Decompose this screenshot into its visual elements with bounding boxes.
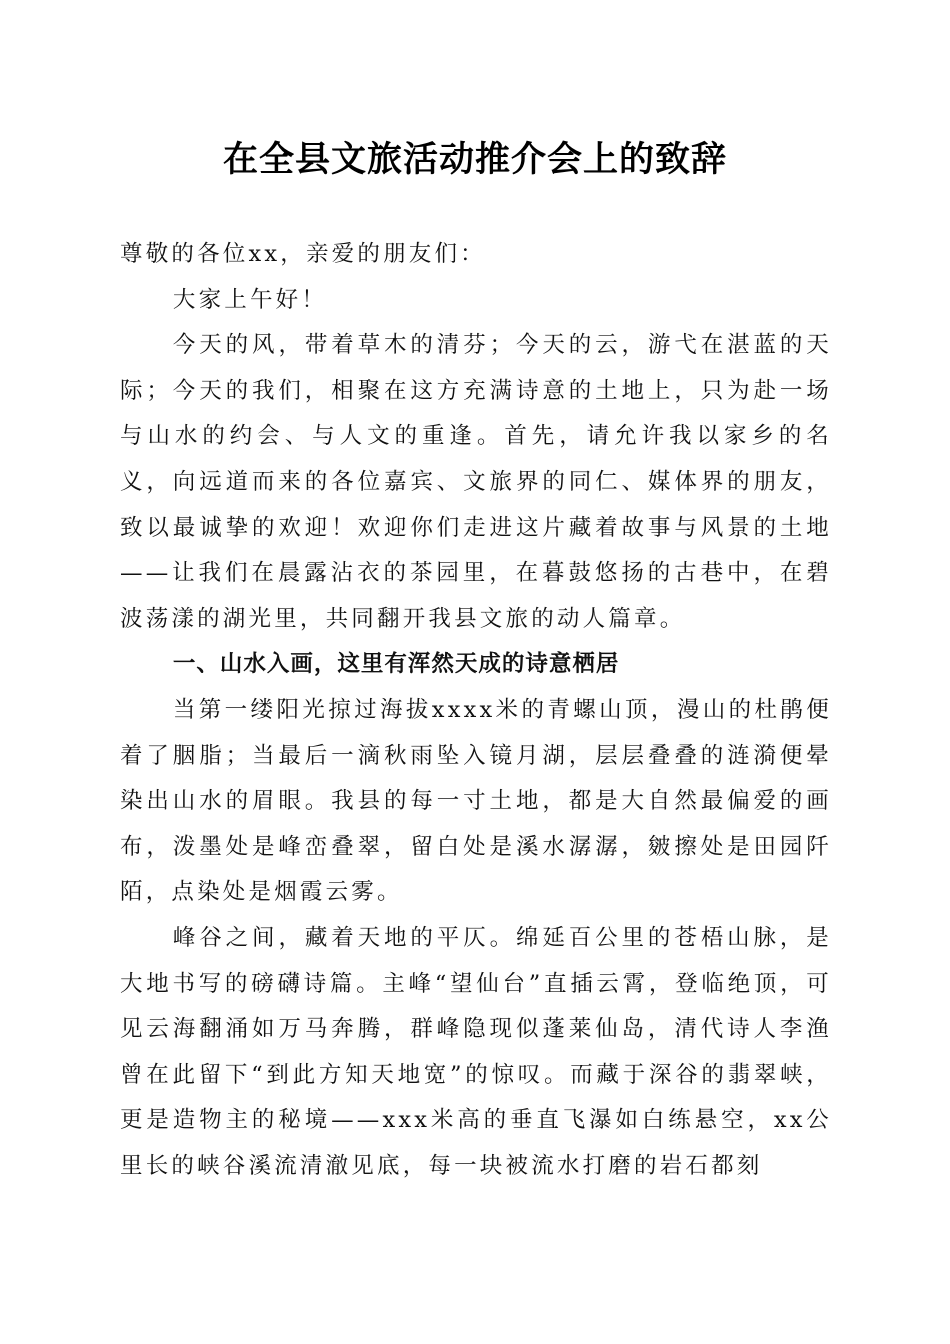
paragraph-landscape: 当第一缕阳光掠过海拔xxxx米的青螺山顶，漫山的杜鹃便着了胭脂；当最后一滴秋雨坠入镜月湖，层层叠叠的涟漪便晕染出山水的眉眼。我县的每一寸土地，都是大自然最偏爱的画布，泼墨处是峰峦叠翠，留白处是溪水潺潺，皴擦处是田园阡陌，点染处是烟霞云雾。 — [120, 696, 832, 906]
salutation: 尊敬的各位xx，亲爱的朋友们： — [120, 241, 486, 267]
greeting: 大家上午好！ — [172, 286, 328, 313]
paragraph-welcome: 今天的风，带着草木的清芬；今天的云，游弋在湛蓝的天际；今天的我们，相聚在这方充满诗意的土地上，只为赴一场与山水的约会、与人文的重逢。首先，请允许我以家乡的名义，向远道而来的各位嘉宾、文旅界的同仁、媒体界的朋友，致以最诚挚的欢迎！欢迎你们走进这片藏着故事与风景的土地——让我们在晨露沾衣的茶园里，在暮鼓悠扬的古巷中，在碧波荡漾的湖光里，共同翻开我县文旅的动人篇章。 — [120, 332, 832, 632]
document-body — [120, 232, 832, 1189]
section-heading-1: 一、山水入画，这里有浑然天成的诗意栖居 — [172, 651, 620, 678]
paragraph-mountains: 峰谷之间，藏着天地的平仄。绵延百公里的苍梧山脉，是大地书写的磅礴诗篇。主峰“望仙台”直插云霄，登临绝顶，可见云海翻涌如万马奔腾，群峰隐现似蓬莱仙岛，清代诗人李渔曾在此留下“到此方知天地宽”的惊叹。而藏于深谷的翡翠峡，更是造物主的秘境——xxx米高的垂直飞瀑如白练悬空，xx公里长的峡谷溪流清澈见底，每一块被流水打磨的岩石都刻 — [120, 924, 832, 1179]
document-title: 在全县文旅活动推介会上的致辞 — [222, 139, 727, 180]
